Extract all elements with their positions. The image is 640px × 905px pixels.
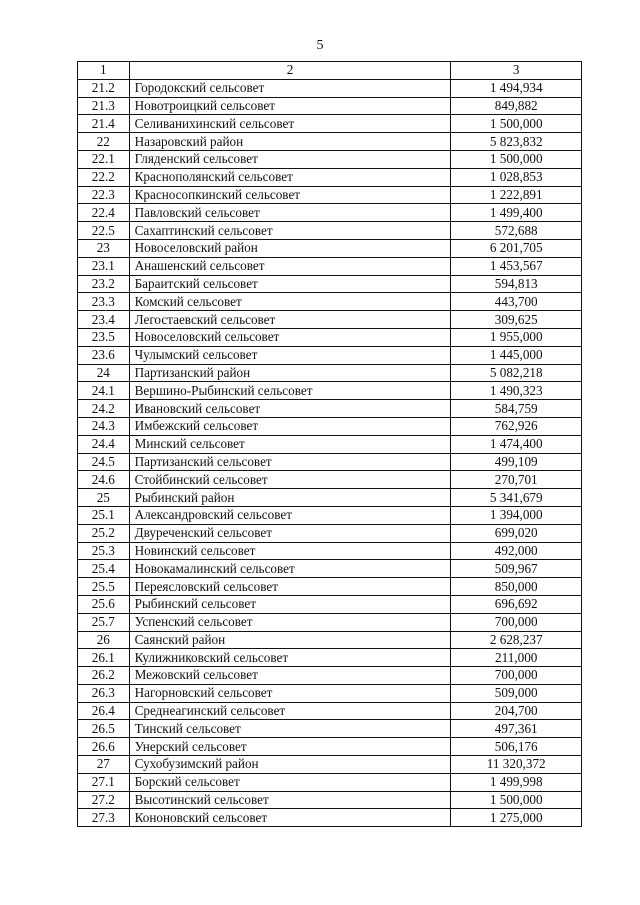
row-name-cell: Нагорновский сельсовет <box>129 684 451 702</box>
row-number-cell: 26 <box>78 631 130 649</box>
row-amount-cell: 5 823,832 <box>451 133 582 151</box>
table-row <box>78 364 582 382</box>
row-number-cell: 24.5 <box>78 453 130 471</box>
row-name-cell: Городокский сельсовет <box>129 79 451 97</box>
row-amount-cell: 1 453,567 <box>451 257 582 275</box>
row-name-cell: Саянский район <box>129 631 451 649</box>
row-name-cell: Партизанский сельсовет <box>129 453 451 471</box>
table-row <box>78 79 582 97</box>
table-row <box>78 773 582 791</box>
table-row <box>78 400 582 418</box>
row-name-cell: Сухобузимский район <box>129 756 451 774</box>
row-number-cell: 26.1 <box>78 649 130 667</box>
table-row <box>78 204 582 222</box>
row-amount-cell: 509,967 <box>451 560 582 578</box>
row-number-cell: 23.2 <box>78 275 130 293</box>
row-amount-cell: 1 275,000 <box>451 809 582 827</box>
row-number-cell: 25 <box>78 489 130 507</box>
row-number-cell: 27.3 <box>78 809 130 827</box>
row-number-cell: 27.2 <box>78 791 130 809</box>
row-name-cell: Ивановский сельсовет <box>129 400 451 418</box>
row-number-cell: 24.1 <box>78 382 130 400</box>
row-number-cell: 26.4 <box>78 702 130 720</box>
row-amount-cell: 499,109 <box>451 453 582 471</box>
row-amount-cell: 5 082,218 <box>451 364 582 382</box>
table-row <box>78 738 582 756</box>
row-name-cell: Вершино-Рыбинский сельсовет <box>129 382 451 400</box>
row-name-cell: Унерский сельсовет <box>129 738 451 756</box>
row-name-cell: Кононовский сельсовет <box>129 809 451 827</box>
row-name-cell: Успенский сельсовет <box>129 613 451 631</box>
row-name-cell: Новокамалинский сельсовет <box>129 560 451 578</box>
row-number-cell: 25.4 <box>78 560 130 578</box>
row-number-cell: 21.2 <box>78 79 130 97</box>
table-row <box>78 328 582 346</box>
table-row <box>78 631 582 649</box>
table-row <box>78 186 582 204</box>
row-name-cell: Анашенский сельсовет <box>129 257 451 275</box>
table-row <box>78 471 582 489</box>
column-header-name: 2 <box>129 62 451 80</box>
row-amount-cell: 1 490,323 <box>451 382 582 400</box>
row-number-cell: 24.2 <box>78 400 130 418</box>
table-row <box>78 293 582 311</box>
row-amount-cell: 1 445,000 <box>451 346 582 364</box>
row-name-cell: Среднеагинский сельсовет <box>129 702 451 720</box>
row-number-cell: 22 <box>78 133 130 151</box>
row-amount-cell: 762,926 <box>451 417 582 435</box>
table-row <box>78 168 582 186</box>
row-number-cell: 21.4 <box>78 115 130 133</box>
row-amount-cell: 1 394,000 <box>451 506 582 524</box>
row-amount-cell: 309,625 <box>451 311 582 329</box>
table-row <box>78 417 582 435</box>
row-amount-cell: 850,000 <box>451 578 582 596</box>
row-name-cell: Рыбинский район <box>129 489 451 507</box>
table-row <box>78 150 582 168</box>
row-amount-cell: 204,700 <box>451 702 582 720</box>
table-row <box>78 506 582 524</box>
table-row <box>78 578 582 596</box>
row-number-cell: 25.5 <box>78 578 130 596</box>
row-name-cell: Новотроицкий сельсовет <box>129 97 451 115</box>
row-amount-cell: 1 500,000 <box>451 150 582 168</box>
table-row <box>78 222 582 240</box>
row-amount-cell: 1 499,400 <box>451 204 582 222</box>
row-number-cell: 27.1 <box>78 773 130 791</box>
table-row <box>78 453 582 471</box>
row-amount-cell: 700,000 <box>451 613 582 631</box>
table-row <box>78 275 582 293</box>
row-amount-cell: 1 028,853 <box>451 168 582 186</box>
row-number-cell: 25.7 <box>78 613 130 631</box>
row-amount-cell: 572,688 <box>451 222 582 240</box>
row-number-cell: 26.2 <box>78 667 130 685</box>
row-name-cell: Партизанский район <box>129 364 451 382</box>
table-row <box>78 756 582 774</box>
table-row <box>78 667 582 685</box>
table-row <box>78 133 582 151</box>
page-number: 5 <box>316 38 324 53</box>
row-name-cell: Переясловский сельсовет <box>129 578 451 596</box>
row-amount-cell: 5 341,679 <box>451 489 582 507</box>
row-amount-cell: 1 500,000 <box>451 791 582 809</box>
table-row <box>78 115 582 133</box>
column-header-number: 1 <box>78 62 130 80</box>
row-amount-cell: 497,361 <box>451 720 582 738</box>
row-name-cell: Новоселовский район <box>129 239 451 257</box>
row-name-cell: Двуреченский сельсовет <box>129 524 451 542</box>
table-row <box>78 684 582 702</box>
table-row <box>78 435 582 453</box>
table-row <box>78 720 582 738</box>
row-name-cell: Имбежский сельсовет <box>129 417 451 435</box>
column-header-amount: 3 <box>451 62 582 80</box>
row-number-cell: 23.1 <box>78 257 130 275</box>
allocation-table <box>77 61 582 827</box>
row-name-cell: Селиванихинский сельсовет <box>129 115 451 133</box>
table-row <box>78 97 582 115</box>
row-amount-cell: 11 320,372 <box>451 756 582 774</box>
row-number-cell: 24.3 <box>78 417 130 435</box>
row-amount-cell: 594,813 <box>451 275 582 293</box>
row-name-cell: Новоселовский сельсовет <box>129 328 451 346</box>
row-amount-cell: 584,759 <box>451 400 582 418</box>
row-amount-cell: 2 628,237 <box>451 631 582 649</box>
row-number-cell: 25.3 <box>78 542 130 560</box>
row-name-cell: Красносопкинский сельсовет <box>129 186 451 204</box>
row-number-cell: 23.4 <box>78 311 130 329</box>
row-number-cell: 23 <box>78 239 130 257</box>
row-amount-cell: 270,701 <box>451 471 582 489</box>
row-number-cell: 27 <box>78 756 130 774</box>
row-amount-cell: 1 494,934 <box>451 79 582 97</box>
row-name-cell: Павловский сельсовет <box>129 204 451 222</box>
row-name-cell: Сахаптинский сельсовет <box>129 222 451 240</box>
row-amount-cell: 1 222,891 <box>451 186 582 204</box>
table-header-row <box>78 62 582 80</box>
row-amount-cell: 1 499,998 <box>451 773 582 791</box>
row-number-cell: 22.3 <box>78 186 130 204</box>
row-number-cell: 25.1 <box>78 506 130 524</box>
row-number-cell: 23.5 <box>78 328 130 346</box>
row-name-cell: Бараитский сельсовет <box>129 275 451 293</box>
table-body <box>78 79 582 826</box>
row-name-cell: Гляденский сельсовет <box>129 150 451 168</box>
row-amount-cell: 696,692 <box>451 595 582 613</box>
row-name-cell: Назаровский район <box>129 133 451 151</box>
row-name-cell: Рыбинский сельсовет <box>129 595 451 613</box>
row-amount-cell: 699,020 <box>451 524 582 542</box>
row-number-cell: 22.4 <box>78 204 130 222</box>
row-name-cell: Тинский сельсовет <box>129 720 451 738</box>
row-number-cell: 24 <box>78 364 130 382</box>
row-number-cell: 22.2 <box>78 168 130 186</box>
row-number-cell: 22.5 <box>78 222 130 240</box>
table-row <box>78 382 582 400</box>
row-amount-cell: 6 201,705 <box>451 239 582 257</box>
row-number-cell: 23.6 <box>78 346 130 364</box>
table-row <box>78 239 582 257</box>
row-amount-cell: 849,882 <box>451 97 582 115</box>
row-amount-cell: 700,000 <box>451 667 582 685</box>
row-name-cell: Кулижниковский сельсовет <box>129 649 451 667</box>
row-number-cell: 21.3 <box>78 97 130 115</box>
row-name-cell: Борский сельсовет <box>129 773 451 791</box>
row-amount-cell: 1 955,000 <box>451 328 582 346</box>
table-row <box>78 560 582 578</box>
row-number-cell: 22.1 <box>78 150 130 168</box>
row-name-cell: Чулымский сельсовет <box>129 346 451 364</box>
row-amount-cell: 509,000 <box>451 684 582 702</box>
row-name-cell: Александровский сельсовет <box>129 506 451 524</box>
table-row <box>78 595 582 613</box>
row-amount-cell: 1 474,400 <box>451 435 582 453</box>
row-amount-cell: 492,000 <box>451 542 582 560</box>
row-amount-cell: 443,700 <box>451 293 582 311</box>
row-number-cell: 26.6 <box>78 738 130 756</box>
row-amount-cell: 211,000 <box>451 649 582 667</box>
row-number-cell: 26.3 <box>78 684 130 702</box>
table-row <box>78 702 582 720</box>
table-row <box>78 791 582 809</box>
row-number-cell: 23.3 <box>78 293 130 311</box>
row-name-cell: Высотинский сельсовет <box>129 791 451 809</box>
row-name-cell: Краснополянский сельсовет <box>129 168 451 186</box>
row-number-cell: 24.4 <box>78 435 130 453</box>
row-name-cell: Комский сельсовет <box>129 293 451 311</box>
row-number-cell: 24.6 <box>78 471 130 489</box>
table-row <box>78 489 582 507</box>
table-row <box>78 257 582 275</box>
table-row <box>78 346 582 364</box>
row-amount-cell: 506,176 <box>451 738 582 756</box>
row-amount-cell: 1 500,000 <box>451 115 582 133</box>
table-row <box>78 524 582 542</box>
row-number-cell: 25.2 <box>78 524 130 542</box>
row-name-cell: Новинский сельсовет <box>129 542 451 560</box>
table-row <box>78 649 582 667</box>
row-name-cell: Легостаевский сельсовет <box>129 311 451 329</box>
row-number-cell: 25.6 <box>78 595 130 613</box>
table-row <box>78 613 582 631</box>
table-row <box>78 542 582 560</box>
row-name-cell: Минский сельсовет <box>129 435 451 453</box>
row-number-cell: 26.5 <box>78 720 130 738</box>
row-name-cell: Стойбинский сельсовет <box>129 471 451 489</box>
table-row <box>78 809 582 827</box>
table-row <box>78 311 582 329</box>
row-name-cell: Межовский сельсовет <box>129 667 451 685</box>
